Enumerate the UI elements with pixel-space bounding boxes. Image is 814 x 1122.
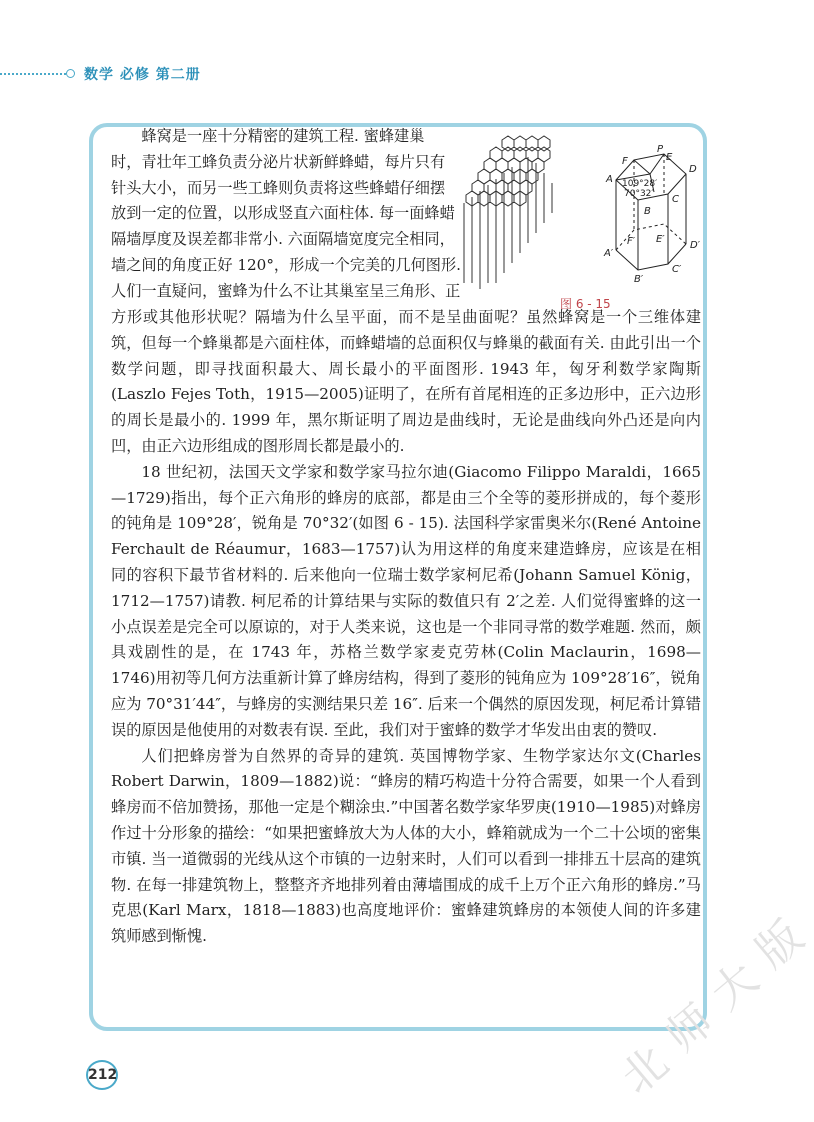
paragraph: 人们把蜂房誉为自然界的奇异的建筑. 英国博物学家、生物学家达尔文(Charles Robert Darwin，1809—1882)说：“蜂房的精巧构造十分符合需要，如果一个人看到蜂房而不倍加赞扬，那他一定是个糊涂虫.”中国著名数学家华罗庚(1910—1985)对蜂房作过十分形象的描绘：“如果把蜜蜂放大为人体的大小，蜂箱就成为一个二十公顷的密集市镇. 当一道微弱的光线从这个市镇的一边射来时，人们可以看到一排排五十层高的建筑物. 在每一排建筑物上，整整齐齐地排列着由薄墙围成的成千上万个正六角形的蜂房.”马克思(Karl Marx，1818—1883)也高度地评价：蜜蜂建筑蜂房的本领使人间的许多建筑师感到惭愧.: [111, 746, 701, 946]
paragraph: 18 世纪初，法国天文学家和数学家马拉尔迪(Giacomo Filippo Maraldi，1665—1729)指出，每个正六角形的蜂房的底部，都是由三个全等的菱形拼成的，每个菱形的钝角是 109°28′，锐角是 70°32′(如图 6 - 15). 法国科学家雷奥米尔(René Antoine Ferchault de Réaumur，1683—1757)认为用这样的角度来建造蜂房，应该是在相同的容积下最节省材料的. 后来他向一位瑞士数学家柯尼希(Johann Samuel König，1712—1757)请教. 柯尼希的计算结果与实际的数值只有 2′之差. 人们觉得蜜蜂的这一小点误差是完全可以原谅的，对于人类来说，这也是一个非同寻常的数学难题. 然而，颇具戏剧性的是，在 1743 年，苏格兰数学家麦克劳林(Colin Maclaurin，1698—1746)用初等几何方法重新计算了蜂房结构，得到了菱形的钝角应为 109°28′16″，锐角应为 70°31′44″，与蜂房的实测结果只差 16″. 后来一个偶然的原因发现，柯尼希计算错误的原因是他使用的对数表有误. 至此，我们对于蜜蜂的数学才华发出由衷的赞叹.: [111, 462, 701, 739]
vertex-label: A′: [604, 248, 614, 259]
running-header: 数学 必修 第二册: [84, 67, 201, 83]
vertex-label: C: [672, 194, 679, 205]
vertex-label: B′: [634, 274, 644, 285]
vertex-label: F: [622, 156, 628, 167]
intro-line: 人们一直疑问，蜜蜂为什么不让其巢室呈三角形、正: [111, 281, 461, 300]
vertex-label: E: [666, 152, 673, 163]
page-number: 212: [86, 1060, 118, 1090]
figure-caption: 图 6 - 15: [560, 297, 611, 311]
paragraph-continuation: 方形或其他形状呢？隔墙为什么呈平面，而不是呈曲面呢？虽然蜂窝是一个三维体建筑，但每一个蜂巢都是六面柱体，而蜂蜡墙的总面积仅与蜂巢的截面有关. 由此引出一个数学问题，即寻找面积最大、周长最小的平面图形. 1943 年，匈牙利数学家陶斯(Laszlo Fejes Toth，1915—2005)证明了，在所有首尾相连的正多边形中，正六边形的周长是最小的. 1999 年，黑尔斯证明了周边是曲线时，无论是曲线向外凸还是向内凹，由正六边形组成的图形周长都是最小的.: [111, 308, 701, 455]
vertex-label: A: [606, 174, 613, 185]
intro-line: 蜂窝是一座十分精密的建筑工程. 蜜蜂建巢: [141, 127, 425, 145]
hexagonal-prism-figure: [594, 144, 714, 294]
vertex-label: C′: [672, 264, 682, 275]
publisher-watermark: 北 师 大 版: [611, 910, 814, 1105]
vertex-label: B: [644, 206, 651, 217]
angle-label: 109°28′: [622, 179, 658, 189]
header-circle-marker: [66, 69, 75, 78]
angle-label: 70°32′: [624, 189, 654, 199]
vertex-label: P: [657, 144, 664, 155]
intro-line: 墙之间的角度正好 120°，形成一个完美的几何图形.: [111, 255, 461, 274]
vertex-label: F′: [627, 236, 636, 247]
vertex-label: D: [689, 164, 697, 175]
vertex-label: D′: [690, 240, 700, 251]
header-dotted-line: [0, 73, 66, 75]
intro-line: 隔墙厚度及误差都非常小. 六面隔墙宽度完全相同，: [111, 230, 455, 249]
intro-line: 放到一定的位置，以形成竖直六面柱体. 每一面蜂蜡: [111, 204, 455, 223]
honeycomb-illustration: [458, 133, 562, 291]
intro-text: [111, 124, 479, 305]
main-text: [111, 305, 701, 950]
vertex-label: E′: [656, 234, 665, 245]
intro-line: 时，青壮年工蜂负责分泌片状新鲜蜂蜡，每片只有: [111, 152, 446, 171]
intro-line: 针头大小，而另一些工蜂则负责将这些蜂蜡仔细摆: [111, 178, 446, 197]
